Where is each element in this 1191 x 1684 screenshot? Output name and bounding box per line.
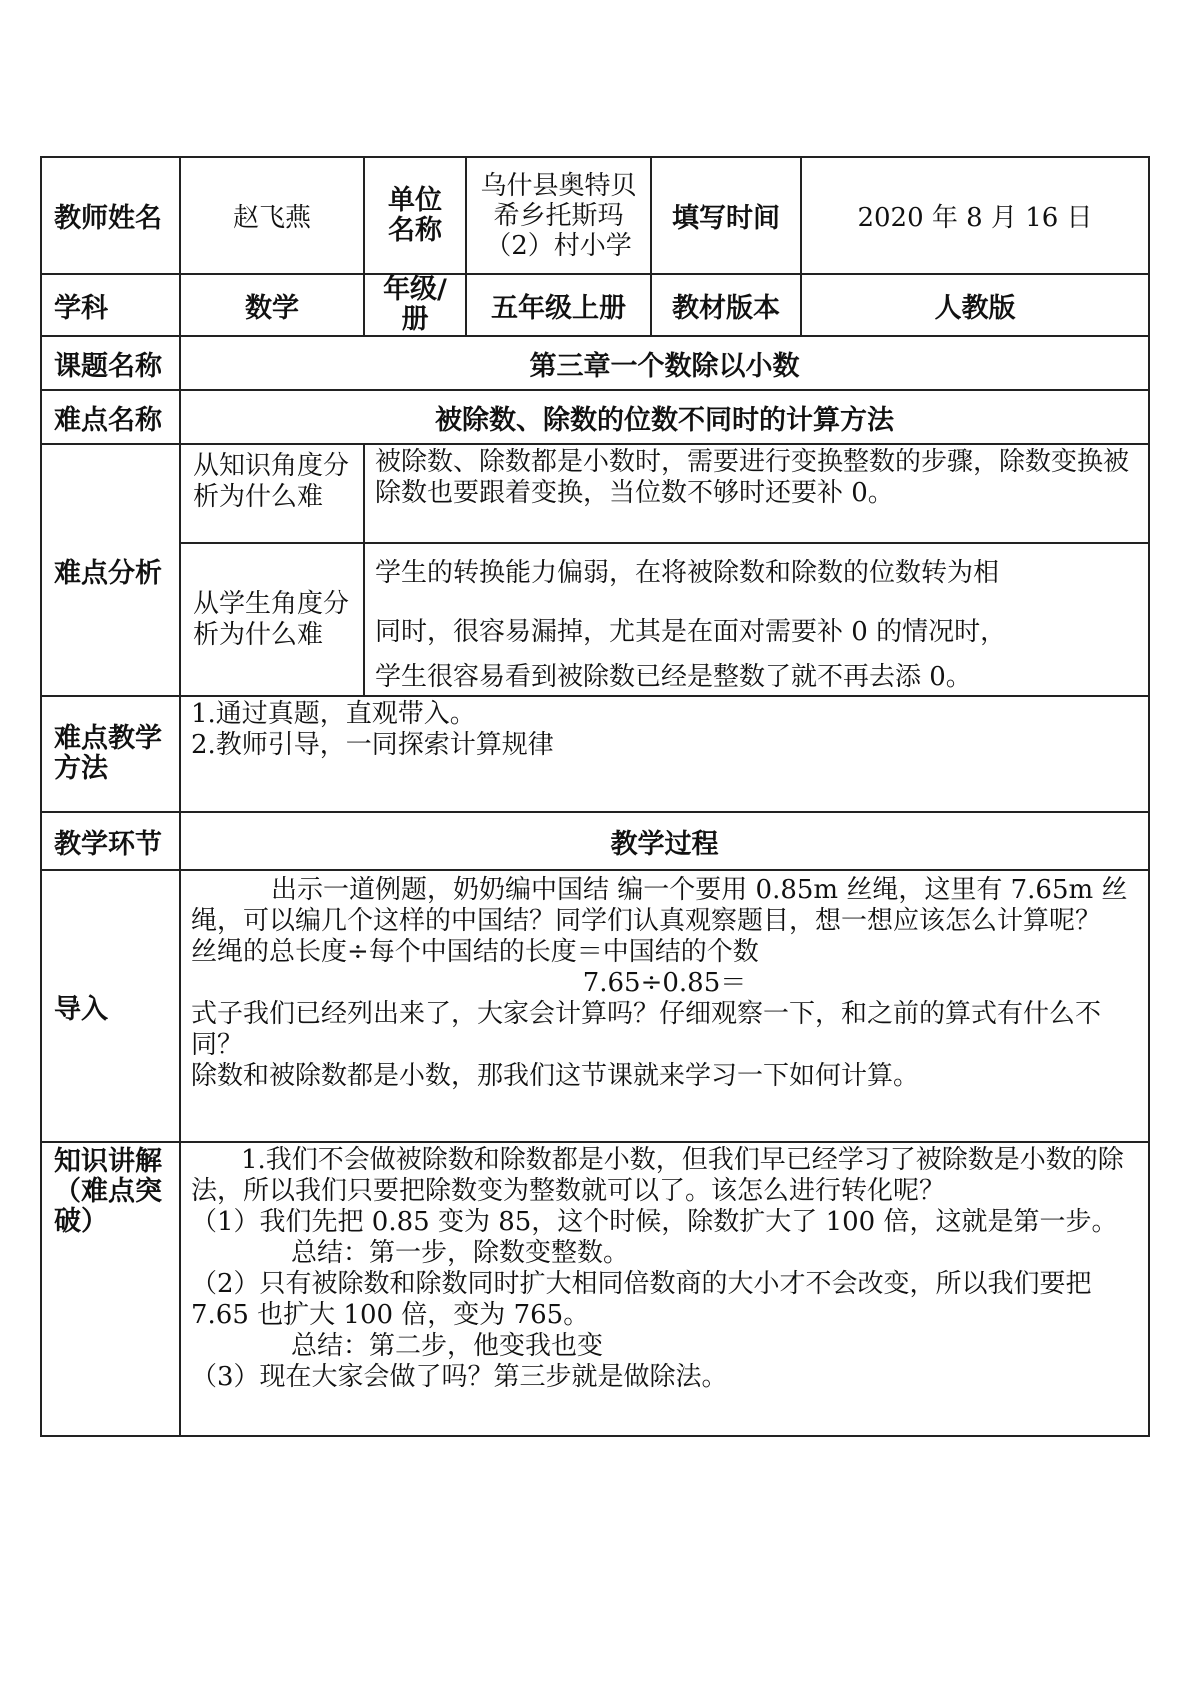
topic-label: 课题名称 bbox=[41, 336, 180, 390]
explain-row bbox=[41, 1142, 1149, 1436]
unit-name-value: 乌什县奥特贝希乡托斯玛（2）村小学 bbox=[466, 157, 651, 274]
fill-date-label: 填写时间 bbox=[651, 157, 801, 274]
student-line-3: 学生很容易看到被除数已经是整数了就不再去添 0。 bbox=[375, 662, 972, 692]
fill-date-value: 2020 年 8 月 16 日 bbox=[801, 157, 1149, 274]
intro-formula: 7.65÷0.85＝ bbox=[582, 968, 747, 998]
lesson-plan-table bbox=[40, 156, 1150, 1437]
subject-value: 数学 bbox=[180, 274, 364, 336]
process-header-value: 教学过程 bbox=[180, 812, 1149, 870]
intro-paragraph-4: 除数和被除数都是小数，那我们这节课就来学习一下如何计算。 bbox=[191, 1061, 920, 1091]
explain-text bbox=[180, 1142, 1149, 1436]
subject-label: 学科 bbox=[41, 274, 180, 336]
edition-label: 教材版本 bbox=[651, 274, 801, 336]
edition-value: 人教版 bbox=[801, 274, 1149, 336]
explain-label: 知识讲解（难点突破） bbox=[41, 1142, 180, 1436]
topic-value: 第三章一个数除以小数 bbox=[180, 336, 1149, 390]
intro-paragraph-3: 式子我们已经列出来了，大家会计算吗？仔细观察一下，和之前的算式有什么不同？ bbox=[191, 999, 1102, 1060]
explain-paragraph-3: （2）只有被除数和除数同时扩大相同倍数商的大小才不会改变，所以我们要把 7.65 也扩大 100 倍，变为 765。 bbox=[191, 1269, 1092, 1330]
student-line-1: 学生的转换能力偏弱，在将被除数和除数的位数转为相 bbox=[375, 558, 1000, 588]
unit-name-label: 单位名称 bbox=[364, 157, 466, 274]
explain-paragraph-2: （1）我们先把 0.85 变为 85，这个时候，除数扩大了 100 倍，这就是第一步。 bbox=[191, 1207, 1118, 1237]
knowledge-angle-text: 被除数、除数都是小数时，需要进行变换整数的步骤，除数变换被除数也要跟着变换，当位数不够时还要补 0。 bbox=[364, 444, 1149, 543]
analysis-student-row bbox=[41, 543, 1149, 696]
header-row-1 bbox=[41, 157, 1149, 274]
header-row-2 bbox=[41, 274, 1149, 336]
difficulty-label: 难点名称 bbox=[41, 390, 180, 444]
explain-paragraph-4: （3）现在大家会做了吗？第三步就是做除法。 bbox=[191, 1362, 728, 1392]
explain-summary-2: 总结：第二步，他变我也变 bbox=[291, 1331, 604, 1361]
grade-value: 五年级上册 bbox=[466, 274, 651, 336]
difficulty-value: 被除数、除数的位数不同时的计算方法 bbox=[180, 390, 1149, 444]
analysis-knowledge-row bbox=[41, 444, 1149, 543]
method-row bbox=[41, 696, 1149, 812]
student-angle-label: 从学生角度分析为什么难 bbox=[180, 543, 364, 696]
process-stage-label: 教学环节 bbox=[41, 812, 180, 870]
topic-row bbox=[41, 336, 1149, 390]
knowledge-angle-label: 从知识角度分析为什么难 bbox=[180, 444, 364, 543]
intro-text bbox=[180, 870, 1149, 1142]
analysis-label: 难点分析 bbox=[41, 444, 180, 696]
intro-paragraph-2: 丝绳的总长度÷每个中国结的长度＝中国结的个数 bbox=[191, 937, 759, 967]
method-line-1: 1.通过真题，直观带入。 bbox=[191, 699, 476, 729]
teacher-name-value: 赵飞燕 bbox=[180, 157, 364, 274]
method-text bbox=[180, 696, 1149, 812]
method-line-2: 2.教师引导，一同探索计算规律 bbox=[191, 730, 554, 760]
intro-paragraph-1: 出示一道例题，奶奶编中国结 编一个要用 0.85m 丝绳，这里有 7.65m 丝绳，可以编几个这样的中国结？同学们认真观察题目，想一想应该怎么计算呢？ bbox=[191, 875, 1128, 936]
teacher-name-label: 教师姓名 bbox=[41, 157, 180, 274]
difficulty-row bbox=[41, 390, 1149, 444]
student-angle-text bbox=[364, 543, 1149, 696]
method-label: 难点教学方法 bbox=[41, 696, 180, 812]
intro-row bbox=[41, 870, 1149, 1142]
explain-summary-1: 总结：第一步，除数变整数。 bbox=[291, 1238, 630, 1268]
intro-label: 导入 bbox=[41, 870, 180, 1142]
process-header-row bbox=[41, 812, 1149, 870]
student-line-2: 同时，很容易漏掉，尤其是在面对需要补 0 的情况时， bbox=[375, 617, 1007, 647]
grade-label: 年级/册 bbox=[364, 274, 466, 336]
explain-paragraph-1: 1.我们不会做被除数和除数都是小数，但我们早已经学习了被除数是小数的除法，所以我们只要把除数变为整数就可以了。该怎么进行转化呢？ bbox=[191, 1145, 1124, 1206]
